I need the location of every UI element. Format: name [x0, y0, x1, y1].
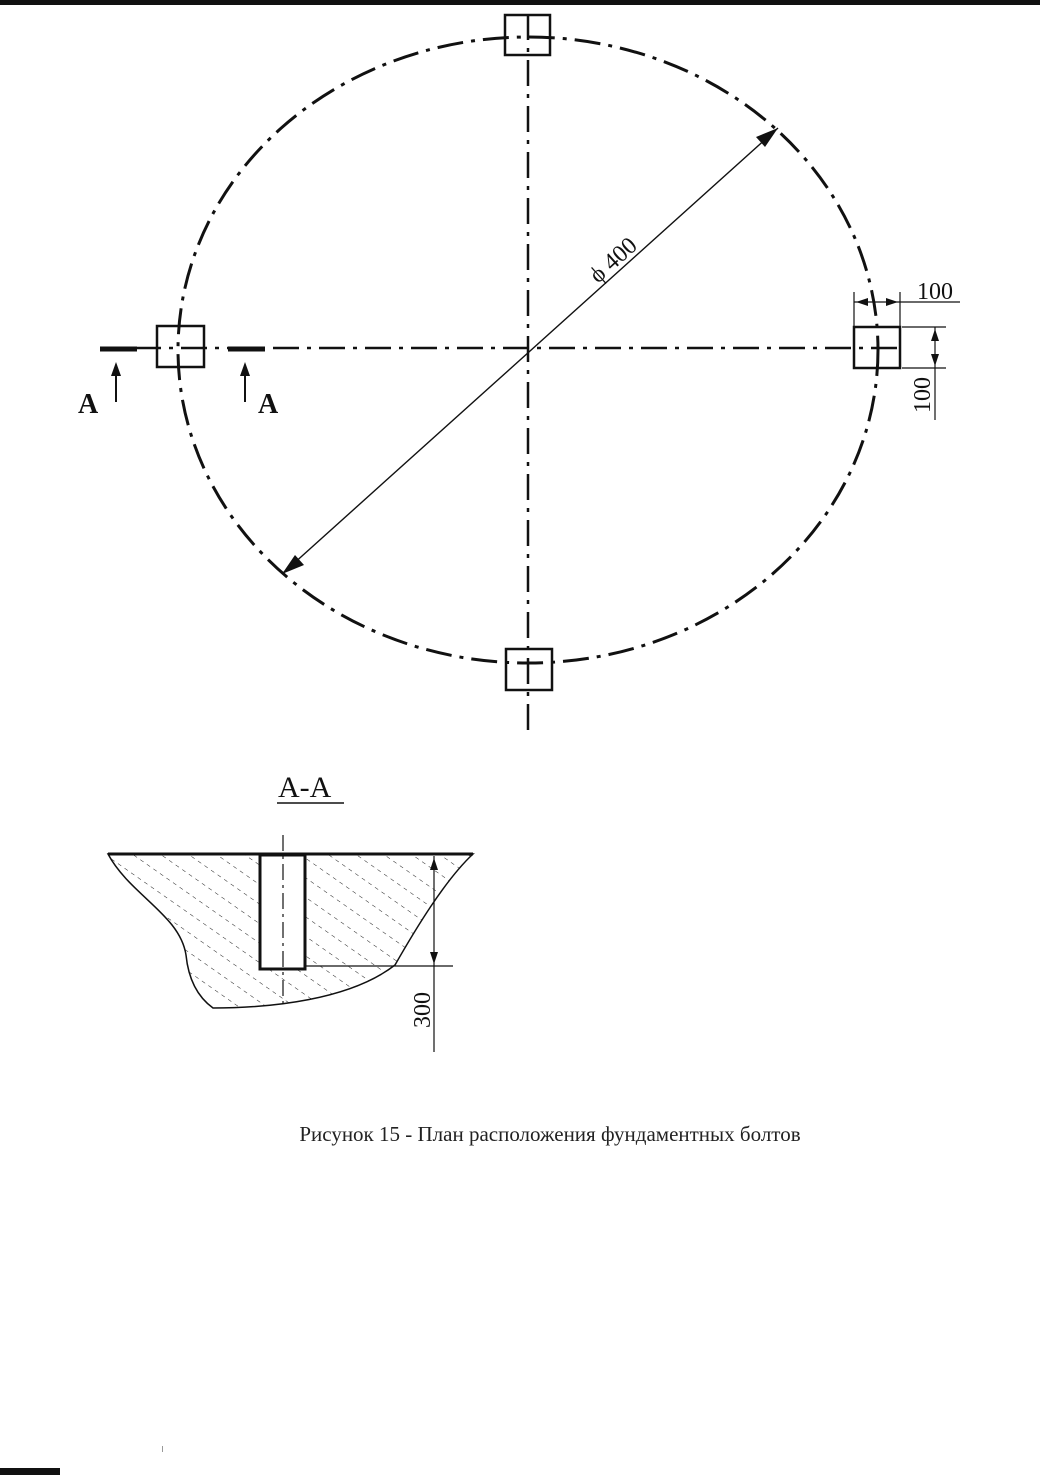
bolt-left [157, 326, 204, 367]
section-marker-left-label: А [78, 389, 99, 420]
section-title: А-А [278, 771, 332, 804]
section-view [108, 771, 473, 1052]
bolt-horizontal-dimension [854, 279, 960, 326]
bolt-height-label: 100 [910, 377, 936, 413]
plan-view [78, 14, 960, 738]
diameter-label: ϕ 400 [584, 232, 643, 289]
figure-caption: Рисунок 15 - План расположения фундаментных болтов [299, 1122, 801, 1146]
section-marker-right-label: А [258, 389, 279, 420]
bottom-border-mark [0, 1468, 60, 1475]
scan-artifact [162, 1446, 163, 1452]
depth-label: 300 [410, 992, 436, 1028]
diameter-dimension [282, 128, 778, 574]
section-marker-right [228, 349, 279, 420]
bolt-width-label: 100 [917, 279, 953, 305]
bolt-vertical-dimension [902, 327, 946, 420]
section-marker-left [78, 349, 137, 420]
